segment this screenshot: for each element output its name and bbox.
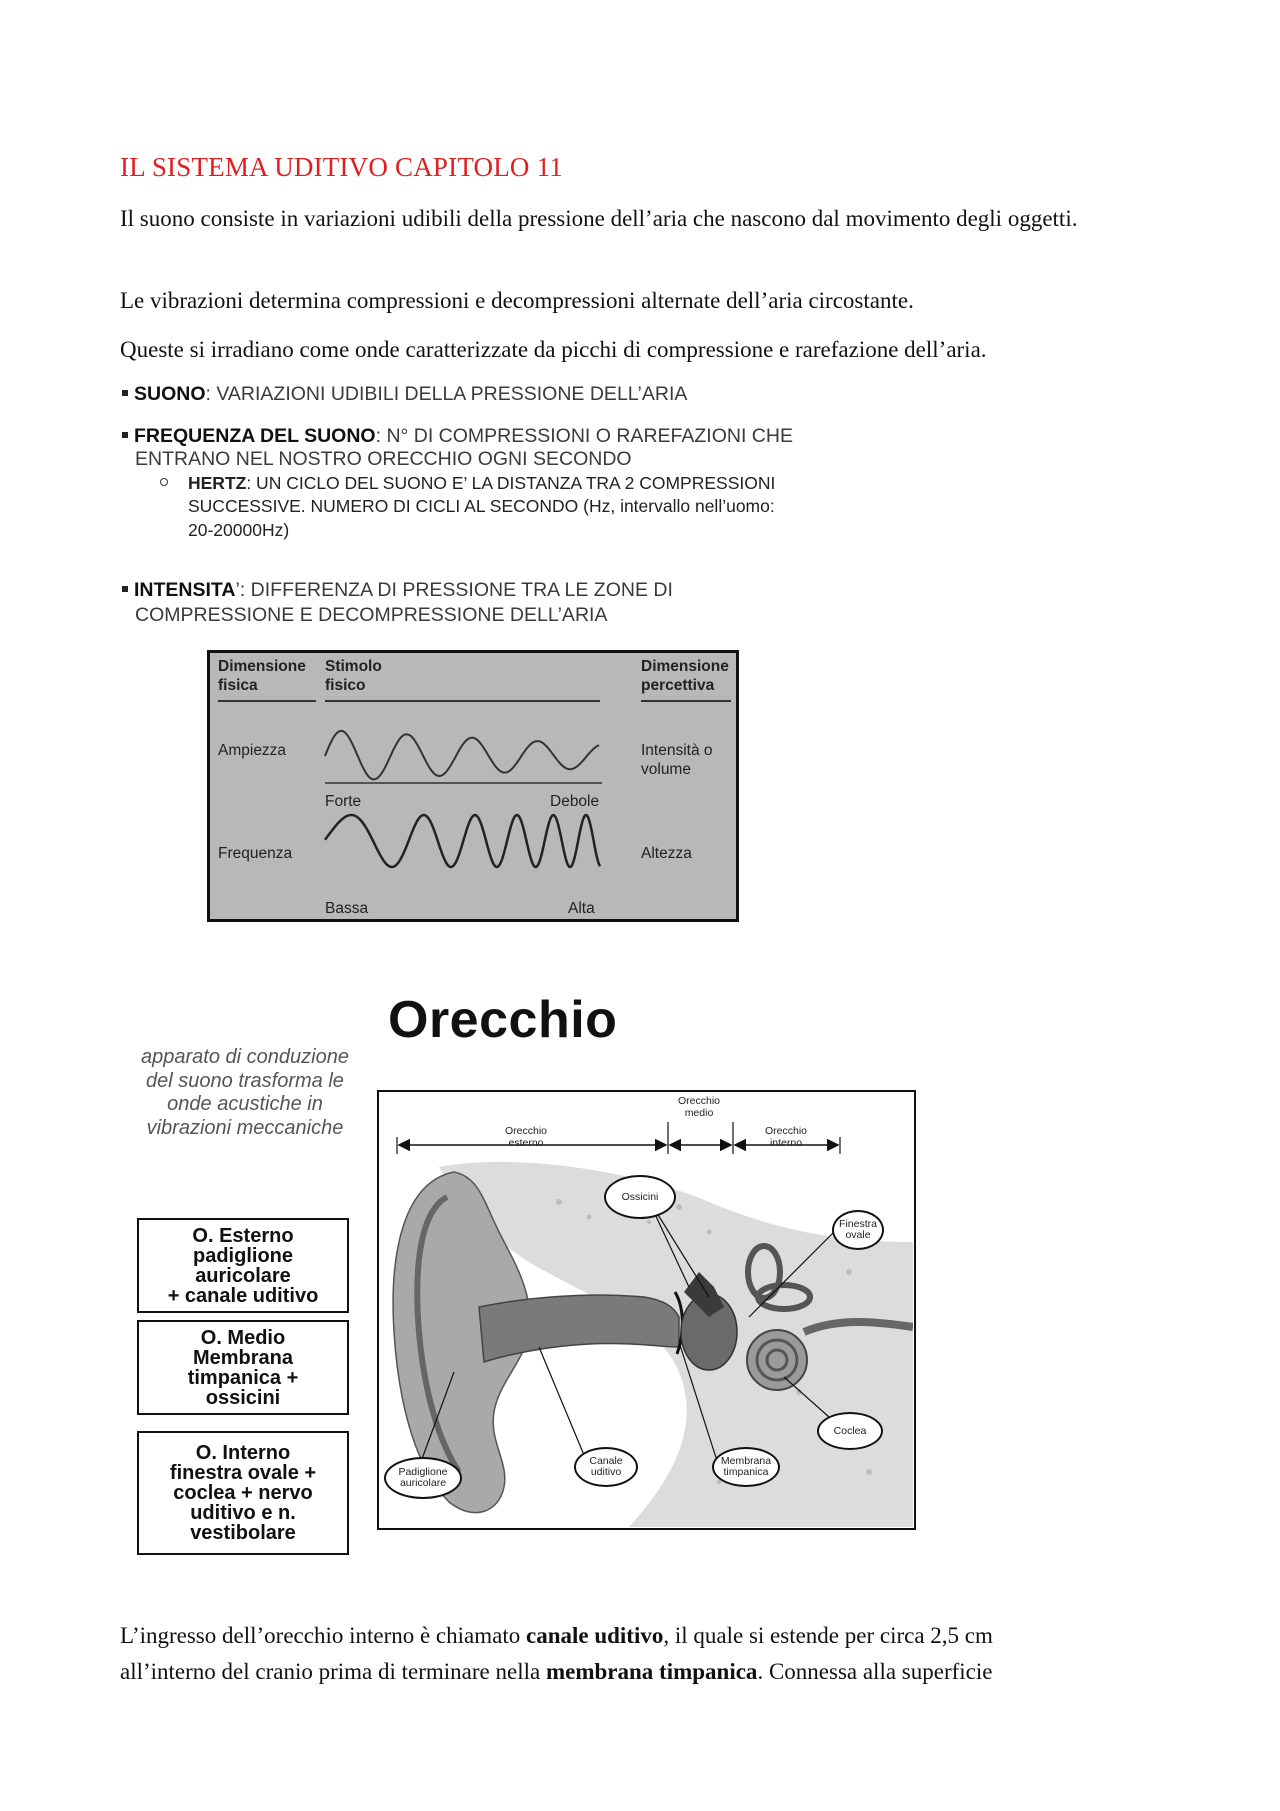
term-suono: SUONO <box>134 383 206 405</box>
subbullet-hertz <box>160 472 775 495</box>
paragraph-onde: Queste si irradiano come onde caratterizzate da picchi di compressione e rarefazione dell’aria. <box>120 337 987 362</box>
paragraph-vibrazioni: Le vibrazioni determina compressioni e decompressioni alternate dell’aria circostante. <box>120 288 914 313</box>
text-hertz-3: 20-20000Hz) <box>188 520 290 540</box>
row-label-ampiezza: Ampiezza <box>218 742 287 759</box>
bullet-square-icon <box>122 432 128 438</box>
waveforms <box>210 653 736 919</box>
ear-canal <box>479 1295 679 1362</box>
paragraph-canale-uditivo-1: L’ingresso dell’orecchio interno è chiamato canale uditivo, il quale si estende per circa 2,5 cm <box>120 1623 993 1648</box>
term-canale-uditivo: canale uditivo <box>525 1623 664 1648</box>
label-alta: Alta <box>568 900 595 917</box>
bubble-padiglione: Padiglione auricolare <box>384 1457 462 1499</box>
chapter-title: IL SISTEMA UDITIVO CAPITOLO 11 <box>120 152 563 182</box>
perceptual-intensita: Intensità o volume <box>641 742 713 778</box>
text-frequenza-1: : N° DI COMPRESSIONI O RAREFAZIONI CHE <box>375 425 793 447</box>
header-stimolo-fisico: Stimolo fisico <box>325 658 382 694</box>
sound-dimensions-table <box>207 650 739 922</box>
term-intensita: INTENSITA <box>134 579 236 601</box>
label-orecchio-esterno: Orecchio esterno <box>504 1125 547 1149</box>
bullet-square-icon <box>122 586 128 592</box>
bubble-canale-uditivo: Canale uditivo <box>574 1447 638 1487</box>
bubble-coclea: Coclea <box>817 1412 883 1450</box>
bubble-membrana-timpanica: Membrana timpanica <box>712 1447 780 1487</box>
bullet-intensita <box>122 578 673 602</box>
text-suono: : VARIAZIONI UDIBILI DELLA PRESSIONE DELL’ARIA <box>205 383 688 405</box>
ear-title: Orecchio <box>388 991 618 1049</box>
text-hertz-2: SUCCESSIVE. NUMERO DI CICLI AL SECONDO (Hz, intervallo nell’uomo: <box>188 496 775 516</box>
bubble-ossicini: Ossicini <box>604 1175 676 1219</box>
ear-caption: apparato di conduzione del suono trasforma le onde acustiche in vibrazioni meccaniche <box>141 1046 349 1139</box>
bullet-frequenza <box>122 424 793 448</box>
label-forte: Forte <box>325 793 362 810</box>
perceptual-altezza: Altezza <box>641 845 692 862</box>
bullet-suono <box>122 382 687 406</box>
frequency-wave <box>325 815 600 867</box>
row-label-frequenza: Frequenza <box>218 845 293 862</box>
term-membrana-timpanica: membrana timpanica <box>545 1659 758 1684</box>
paragraph-suono: Il suono consiste in variazioni udibili della pressione dell’aria che nascono dal movimento degli oggetti. <box>120 206 1078 231</box>
ear-illustration <box>379 1092 913 1527</box>
box-orecchio-medio: O. Medio Membrana timpanica + ossicini <box>137 1320 349 1415</box>
paragraph-canale-uditivo-2: all’interno del cranio prima di terminare nella membrana timpanica. Connessa alla superficie <box>120 1659 993 1684</box>
box-orecchio-interno: O. Interno finestra ovale + coclea + nervo uditivo e n. vestibolare <box>137 1431 349 1555</box>
text-frequenza-2: ENTRANO NEL NOSTRO ORECCHIO OGNI SECONDO <box>135 448 632 470</box>
label-debole: Debole <box>550 793 600 810</box>
amplitude-wave <box>325 731 599 780</box>
text-intensita-2: COMPRESSIONE E DECOMPRESSIONE DELL’ARIA <box>135 604 608 626</box>
ear-anatomy-figure <box>377 1090 916 1530</box>
header-dimensione-percettiva: Dimensione percettiva <box>641 658 729 694</box>
box-orecchio-esterno: O. Esterno padiglione auricolare + canale uditivo <box>137 1218 349 1313</box>
text-intensita-1: ’: DIFFERENZA DI PRESSIONE TRA LE ZONE DI <box>235 579 673 601</box>
label-orecchio-medio: Orecchio medio <box>677 1095 720 1119</box>
bullet-square-icon <box>122 390 128 396</box>
term-frequenza: FREQUENZA DEL SUONO <box>134 425 376 447</box>
header-dimensione-fisica: Dimensione fisica <box>218 658 306 694</box>
bullet-circle-icon <box>160 478 168 486</box>
term-hertz: HERTZ <box>188 473 247 493</box>
text-hertz-1: : UN CICLO DEL SUONO E’ LA DISTANZA TRA 2 COMPRESSIONI <box>246 473 776 493</box>
label-orecchio-interno: Orecchio interno <box>764 1125 807 1149</box>
label-bassa: Bassa <box>325 900 369 917</box>
bubble-finestra-ovale: Finestra ovale <box>832 1210 884 1250</box>
